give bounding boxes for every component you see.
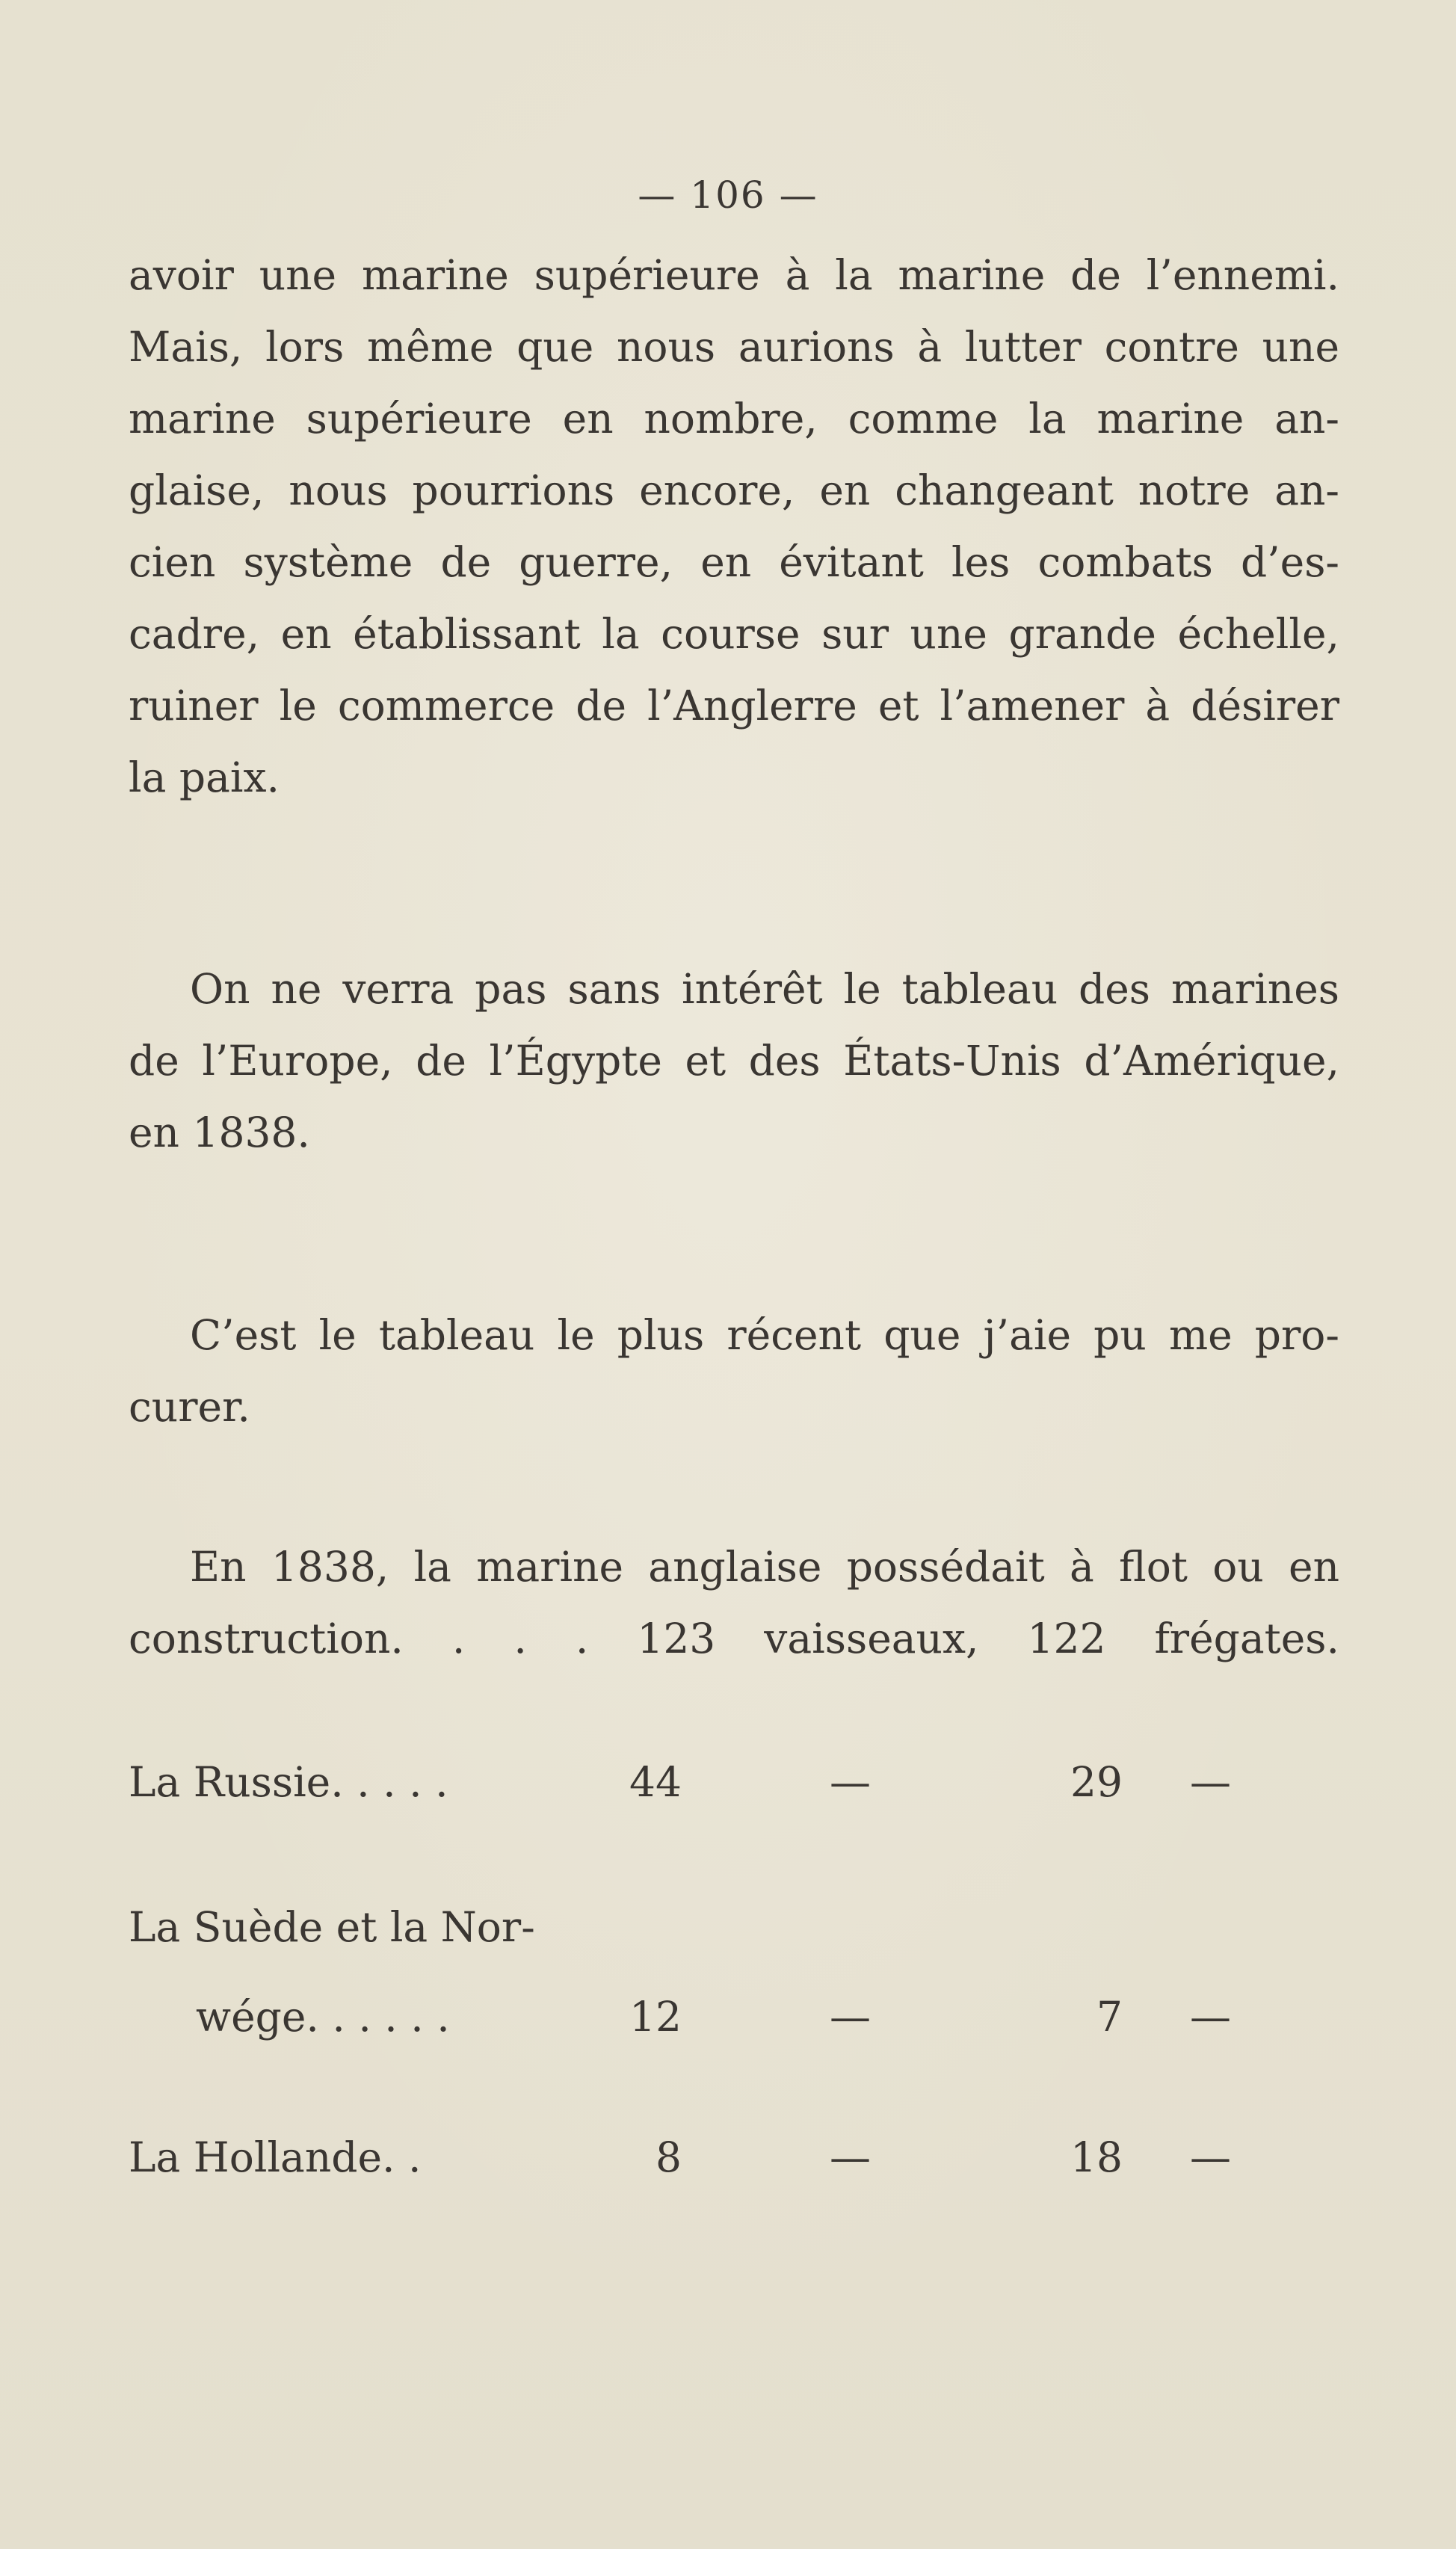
country-name: La Hollande. . (129, 2133, 422, 2181)
text-line: On ne verra pas sans intérêt le tableau des marines (190, 965, 1339, 1013)
table-row (129, 1746, 1339, 1818)
table-row (129, 2121, 1339, 2193)
dash: — (1190, 1758, 1231, 1806)
text-line: C’est le tableau le plus récent que j’aie pu me pro- (190, 1311, 1339, 1359)
text-line: construction. . . . 123 vaisseaux, 122 frégates. (129, 1615, 1339, 1662)
country-name: wége. . . . . . (196, 1993, 450, 2041)
paragraph-3 (129, 1299, 1339, 1443)
text-line: de l’Europe, de l’Égypte et des États-Unis d’Amérique, (129, 1037, 1339, 1085)
text-line: Mais, lors même que nous aurions à lutter contre une (129, 323, 1339, 371)
text-line: cadre, en établissant la course sur une grande échelle, (129, 610, 1339, 658)
table-row (129, 1981, 1339, 2053)
text-line: cien système de guerre, en évitant les combats d’es- (129, 538, 1339, 586)
paragraph-2 (129, 953, 1339, 1168)
dash: — (830, 1758, 871, 1806)
vaisseaux-count: 44 (629, 1758, 682, 1806)
vaisseaux-count: 8 (655, 2133, 682, 2181)
fregates-count: 29 (1070, 1758, 1123, 1806)
text-line: curer. (129, 1383, 250, 1431)
dash: — (1190, 2133, 1231, 2181)
text-line: la paix. (129, 753, 280, 801)
page-number: — 106 — (638, 173, 818, 217)
fregates-count: 18 (1070, 2133, 1123, 2181)
text-line: marine supérieure en nombre, comme la marine an- (129, 395, 1339, 443)
table-row (129, 1891, 1339, 1963)
text-line: avoir une marine supérieure à la marine de l’ennemi. (129, 251, 1339, 299)
country-name: La Russie. . . . . (129, 1758, 448, 1806)
paragraph-4 (129, 1531, 1339, 1674)
dash: — (1190, 1993, 1231, 2041)
text-line: En 1838, la marine anglaise possédait à flot ou en (190, 1543, 1339, 1591)
text-line: ruiner le commerce de l’Anglerre et l’amener à désirer (129, 682, 1339, 730)
vaisseaux-count: 12 (629, 1993, 682, 2041)
country-name: La Suède et la Nor- (129, 1903, 535, 1951)
dash: — (830, 1993, 871, 2041)
paragraph-1 (129, 239, 1339, 813)
text-line: en 1838. (129, 1109, 310, 1156)
dash: — (830, 2133, 871, 2181)
fregates-count: 7 (1096, 1993, 1123, 2041)
text-line: glaise, nous pourrions encore, en changeant notre an- (129, 466, 1339, 514)
